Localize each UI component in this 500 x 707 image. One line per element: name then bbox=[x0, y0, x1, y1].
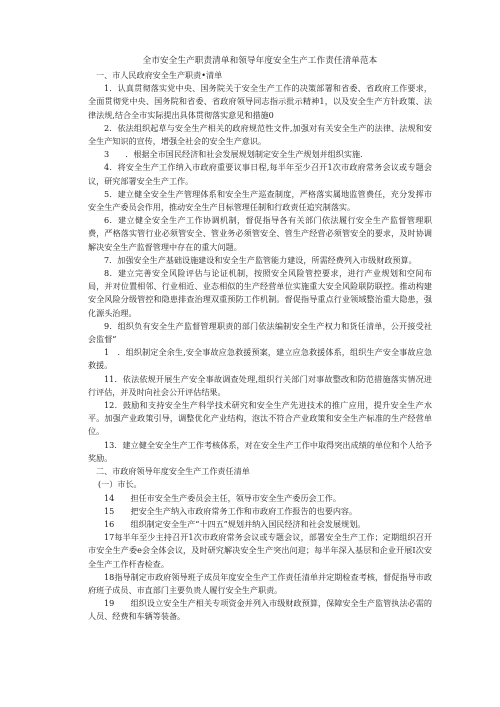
clause-paragraph: 12．鼓励和支持安全生产科学技术研究和安全生产先进技术的推广应用，提升安全生产水平。加强产业政策引导，调整优化产业结构，泡汰不符合产业政策和安全生产标准的生产经营单位。 bbox=[88, 400, 432, 437]
clause-paragraph: 14 担任市安全生产委员会主任，领导市安全生产委历会工作。 bbox=[104, 492, 341, 503]
clause-paragraph: 15 把安全生产纳入市政府常务工作和市政府工作报告的也要内容。 bbox=[104, 505, 358, 516]
clause-paragraph: 8．建立完善安全风险评估与论证机制，按照安全风险管控要求，进行产业规划和空间布局，并对位置相邻、行业相近、业态相似的生产经营单位实施重大安全风险联防联控。推动构建安全风险分级管控和隐患排查治理双重预防工作机制。督促指导重点行业领域整治重大隐患，强化源头治理。 bbox=[88, 268, 432, 318]
document-body bbox=[88, 69, 432, 624]
clause-paragraph: 13．建立健全安全生产工作考核体系，对在安全生产工作中取得突出成绩的单位和个人给予奖励。 bbox=[88, 439, 432, 463]
clause-paragraph: 3 ．根据全市国民经济和社会发展规划制定安全生产规划并组织实施. bbox=[104, 149, 363, 160]
clause-paragraph: 5．建立健全安全生产管理体系和安全生产巡查制度，严格落实属地监管费任，充分发挥市安全生产委员会作用，推动安全生产目标管理任制和行政责任追究制落实。 bbox=[88, 188, 432, 213]
subsection-heading: (一）市长。 bbox=[98, 479, 142, 490]
document-title: 全市安全生产职责清单和领导年度安全生产工作责任清单范本 bbox=[142, 56, 378, 66]
clause-paragraph: 1 ．组织制定全余生,安全事故应急救援预案，建立应急救援体系，组织生产安全事故应急救援。 bbox=[88, 347, 432, 371]
clause-paragraph: 9．组织负有安全生产监督管理职责的部门依法编制安全生产权力和货任清单，公开接受社会监督“ bbox=[88, 320, 432, 345]
clause-paragraph: 7．加强安全生产基础设施建设和安全生产监管能力建设，所需经费列入市级财政预算。 bbox=[104, 254, 417, 265]
clause-paragraph: 17每半年至少主持召开1次市政府常务会议或专题会议，部署安全生产工作；定期组织召开市安全生产委e会全体会议，及时研究解决安全生产突出问迎；每半年深入基层和企业开展I次安全生产工作杆杳检查。 bbox=[88, 532, 432, 569]
clause-paragraph: 18指导制定市政府领导班子成员年度安全生产工作责任清单并定期检查考核，督促指导市政府班子成员、市直部门主要负贵人履行安全生产职责。 bbox=[88, 571, 432, 595]
clause-paragraph: 16 组织制定安全生产“十四五”规划并纳入国民经济和社会发展规划。 bbox=[104, 518, 366, 529]
clause-paragraph: 2．依法组织起草与安全生产相关的政府规范性文件,加强对有关安全生产的法律、法规和安全生产知识的宣传，增强全社会的安全生产意识。 bbox=[88, 122, 432, 147]
section-heading: 一、市人民政府安全生产职责•清单 bbox=[96, 70, 223, 80]
clause-paragraph: 1．认真贯彻落实党中央、国务院关于安全生产工作的决策部署和省委、省政府工作要求，全面贯彻党中央、国务院和省委、省政府领导同志指示批示精神1，以及安全生产方针政策、法律法规,结合全市实际提出具体贯彻落实意见和措施0 bbox=[88, 83, 432, 120]
clause-paragraph: 4．将安全生产工作纳入市政府重要议事日程,每半年至少召开1次市政府常务会议或专题会议，研究部署安全生产工作。 bbox=[88, 162, 432, 186]
section-heading: 二、市政府领导年度安全生产工作责任清单 bbox=[96, 466, 250, 477]
clause-paragraph: 6．建立健全安全生产工作协调机制，督促指导各有关部门依法履行安全生产监督管理职费，严格落实管行业必须管安全、管业务必须管安全、管生产经营必须管安全的要求，及时协调解决安全生产监督管理中存在的重大问题。 bbox=[88, 215, 432, 252]
clause-paragraph: 19 组织设立安全生产相关专项资金并列入市级财政预算，保障安全生产监管执法必需的人员、经费和车辆等装备。 bbox=[88, 598, 432, 622]
clause-paragraph: 11．依法依规开展生产安全事故调查处理,组织行关部门对事故整改和防范措施落实情况进行评估，并及时向社会公开评估结果。 bbox=[88, 373, 432, 397]
